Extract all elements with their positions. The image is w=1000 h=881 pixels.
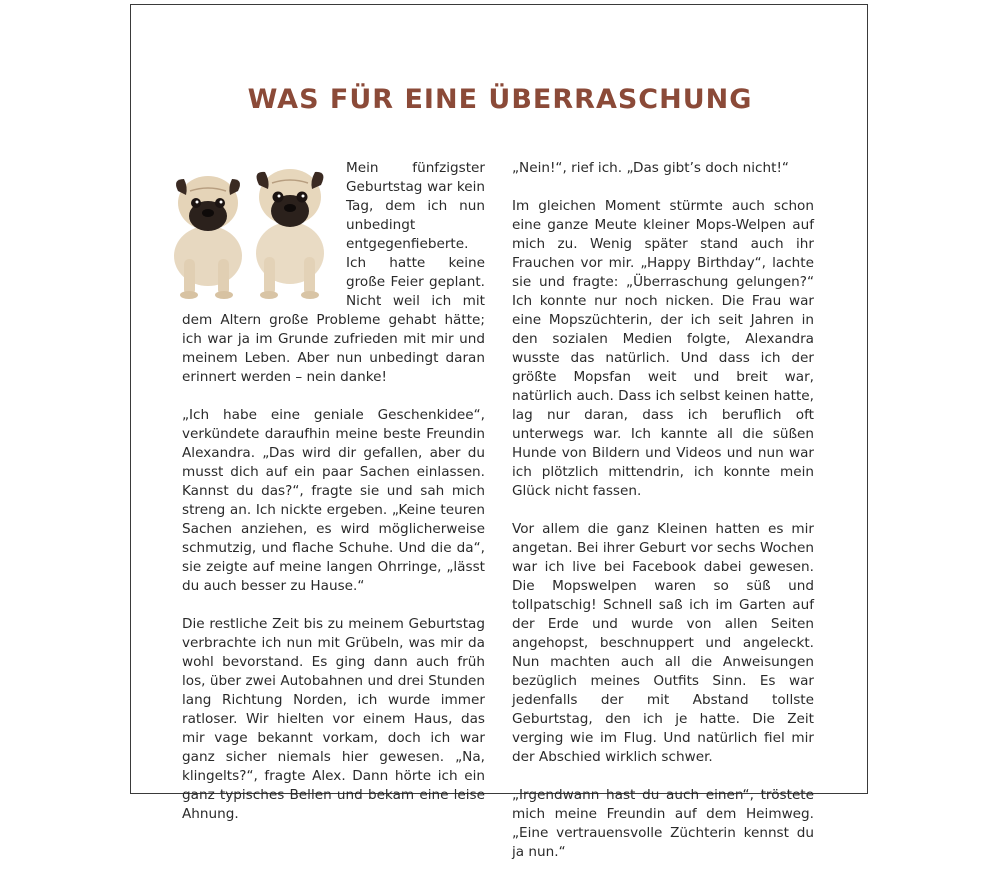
left-paragraph-1: Mein fünfzigster Geburtstag war kein Tag, dem ich nun unbedingt entgegenfieberte. Ich hatte keine große Feier geplant. Nicht weil ich mit dem Altern große Probleme gehabt hätte; ich war ja im Grunde zufrieden mit mir und meinem Leben. Aber nun unbedingt daran erinnert werden – nein danke! [182,160,485,385]
right-column [512,159,814,881]
pug-right [256,169,324,299]
left-paragraph-2: „Ich habe eine geniale Geschenkidee“, verkündete daraufhin meine beste Freundin Alexandra. „Das wird dir gefallen, aber du musst dich auf ein paar Sachen einlassen. Kannst du das?“, fragte sie und sah mich streng an. Ich nickte ergeben. „Keine teuren Sachen anziehen, es wird möglicherweise schmutzig, und flache Schuhe. Und die da“, sie zeigte auf meine langen Ohrringe, „lässt du auch besser zu Hause.“ [182,407,485,594]
right-paragraph-4: „Irgendwann hast du auch einen“, tröstete mich meine Freundin auf dem Heimweg. „Eine vertrauensvolle Züchterin kennst du ja nun.“ [512,787,814,860]
right-paragraph-3: Vor allem die ganz Kleinen hatten es mir angetan. Bei ihrer Geburt vor sechs Wochen war ich live bei Facebook dabei gewesen. Die Mopswelpen waren so süß und tollpatschig! Schnell saß ich im Garten auf der Erde und wurde von allen Seiten angehopst, beschnuppert und angeleckt. Nun machten auch all die Anweisungen bezüglich meines Outfits Sinn. Es war jedenfalls der mit Abstand tollste Geburtstag, den ich je hatte. Die Zeit verging wie im Flug. Und natürlich fiel mir der Abschied wirklich schwer. [512,521,814,765]
pug-left [174,176,242,299]
right-paragraph-2: Im gleichen Moment stürmte auch schon eine ganze Meute kleiner Mops-Welpen auf mich zu. Wenig später stand auch ihr Frauchen vor mir. „Happy Birthday“, lachte sie und fragte: „Überraschung gelungen?“ Ich konnte nur noch nicken. Die Frau war eine Mopszüchterin, der ich seit Jahren in den sozialen Medien folgte, Alexandra wusste das natürlich. Und dass ich der größte Mopsfan weit und breit war, natürlich auch. Dass ich selbst keinen hatte, lag nur daran, dass ich beruflich oft unterwegs war. Ich kannte all die süßen Hunde von Bildern und Videos und nun war ich plötzlich mittendrin, ich konnte mein Glück nicht fassen. [512,198,814,499]
right-paragraph-1: „Nein!“, rief ich. „Das gibt’s doch nicht!“ [512,160,789,176]
page-title: WAS FÜR EINE ÜBERRASCHUNG [247,84,753,115]
left-column [182,159,485,843]
pug-puppies-icon [158,161,336,301]
left-paragraph-3: Die restliche Zeit bis zu meinem Geburtstag verbrachte ich nun mit Grübeln, was mir da wohl bevorstand. Es ging dann auch früh los, über zwei Autobahnen und drei Stunden lang Richtung Norden, ich wurde immer ratloser. Wir hielten vor einem Haus, das mir vage bekannt vorkam, doch ich war ganz sicher niemals hier gewesen. „Na, klingelts?“, fragte Alex. Dann hörte ich ein ganz typisches Bellen und bekam eine leise Ahnung. [182,616,485,822]
pug-puppies-image [158,161,336,301]
